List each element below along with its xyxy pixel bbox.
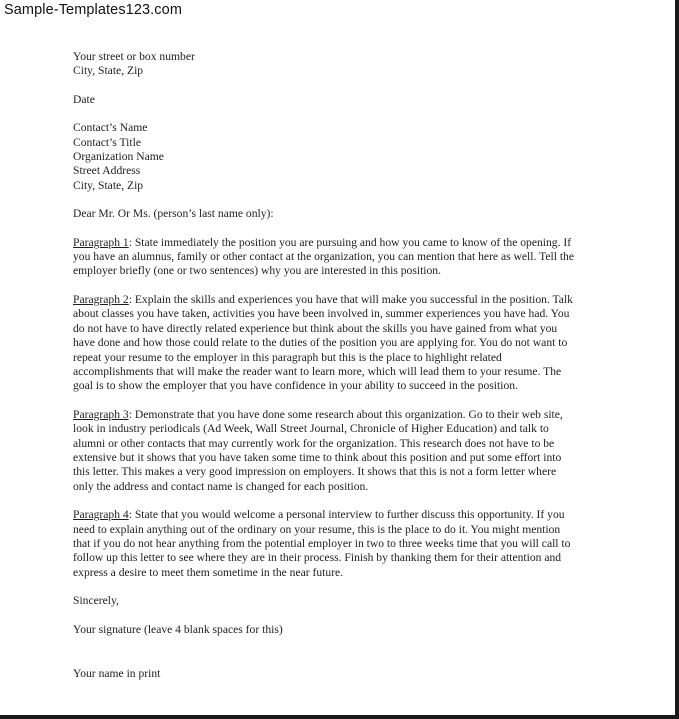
letter-date: Date bbox=[73, 92, 95, 106]
paragraph-line bbox=[73, 508, 613, 522]
paragraph-line: extensive but it shows that you have taken some time to think about this position and put some effort into bbox=[73, 450, 562, 464]
paragraph-line: employer briefly (one or two sentences) why you are interested in this position. bbox=[73, 264, 442, 278]
paragraph-line: accomplishments that will make the reader want to learn more, which will lead them to your resume. The bbox=[73, 364, 562, 378]
paragraph-line bbox=[73, 236, 613, 250]
recipient-street: Street Address bbox=[73, 164, 141, 178]
sender-city: City, State, Zip bbox=[73, 64, 144, 78]
body-paragraph bbox=[73, 293, 613, 394]
recipient-title: Contact’s Title bbox=[73, 135, 141, 149]
paragraph-label: Paragraph 3 bbox=[73, 407, 129, 421]
paragraph-line bbox=[73, 408, 613, 422]
paragraph-line: goal is to show the employer that you have confidence in your ability to succeed in the position. bbox=[73, 379, 518, 393]
paragraph-line: that if you do not hear anything from the potential employer in two to three weeks time that you will call to bbox=[73, 536, 571, 550]
body-paragraph bbox=[73, 408, 613, 494]
sender-street: Your street or box number bbox=[73, 50, 195, 63]
paragraph-line: follow up this letter to see where they are in their process. Finish by thanking them for their attention and bbox=[73, 551, 562, 565]
paragraph-line: need to explain anything out of the ordinary on your resume, this is the place to do it. You might mention bbox=[73, 522, 561, 536]
paragraph-label: Paragraph 4 bbox=[73, 508, 129, 522]
salutation: Dear Mr. Or Ms. (person’s last name only): bbox=[73, 207, 274, 221]
printed-name: Your name in print bbox=[73, 667, 161, 680]
paragraph-text: : Explain the skills and experiences you have that will make you successful in the position. Talk bbox=[128, 292, 573, 306]
recipient-organization: Organization Name bbox=[73, 150, 164, 164]
paragraph-line: repeat your resume to the employer in this paragraph but this is the place to highlight related bbox=[73, 350, 502, 364]
paragraphs-section bbox=[73, 236, 613, 595]
signature-instruction: Your signature (leave 4 blank spaces for this) bbox=[73, 622, 283, 636]
recipient-city: City, State, Zip bbox=[73, 178, 144, 192]
paragraph-line: express a desire to meet them sometime in the near future. bbox=[73, 565, 344, 579]
paragraph-line: do not have to have directly related experience but think about the skills you have gained from what you bbox=[73, 321, 558, 335]
paragraph-line bbox=[73, 293, 613, 307]
paragraph-line: you have an alumnus, family or other contact at the organization, you can mention that here as well. Tell the bbox=[73, 250, 574, 264]
paragraph-text: : State that you would welcome a personal interview to further discuss this opportunity. If you bbox=[128, 508, 565, 522]
closing: Sincerely, bbox=[73, 594, 119, 608]
body-paragraph bbox=[73, 236, 613, 279]
paragraph-label: Paragraph 1 bbox=[73, 235, 129, 249]
watermark: Sample-Templates123.com bbox=[4, 2, 182, 18]
paragraph-line: about classes you have taken, activities you have been involved in, summer experiences you have had. You bbox=[73, 307, 570, 321]
paragraph-text: : Demonstrate that you have done some research about this organization. Go to their web site, bbox=[128, 407, 563, 421]
body-paragraph bbox=[73, 508, 613, 580]
recipient-name: Contact’s Name bbox=[73, 121, 148, 135]
paragraph-line: this letter. This makes a very good impression on employers. It shows that this is not a form letter where bbox=[73, 465, 557, 479]
paragraph-line: look in industry periodicals (Ad Week, Wall Street Journal, Chronicle of Higher Education) and talk to bbox=[73, 422, 549, 436]
paragraph-line: have done and how those could relate to the duties of the position you are applying for. You do not want to bbox=[73, 336, 568, 350]
paragraph-line: alumni or other contacts that may currently work for the organization. This research does not have to be bbox=[73, 436, 555, 450]
paragraph-line: only the address and contact name is changed for each position. bbox=[73, 479, 369, 493]
paragraph-text: : State immediately the position you are pursuing and how you came to know of the opening. If bbox=[128, 235, 572, 249]
letter-body bbox=[73, 50, 613, 681]
paragraph-label: Paragraph 2 bbox=[73, 292, 129, 306]
